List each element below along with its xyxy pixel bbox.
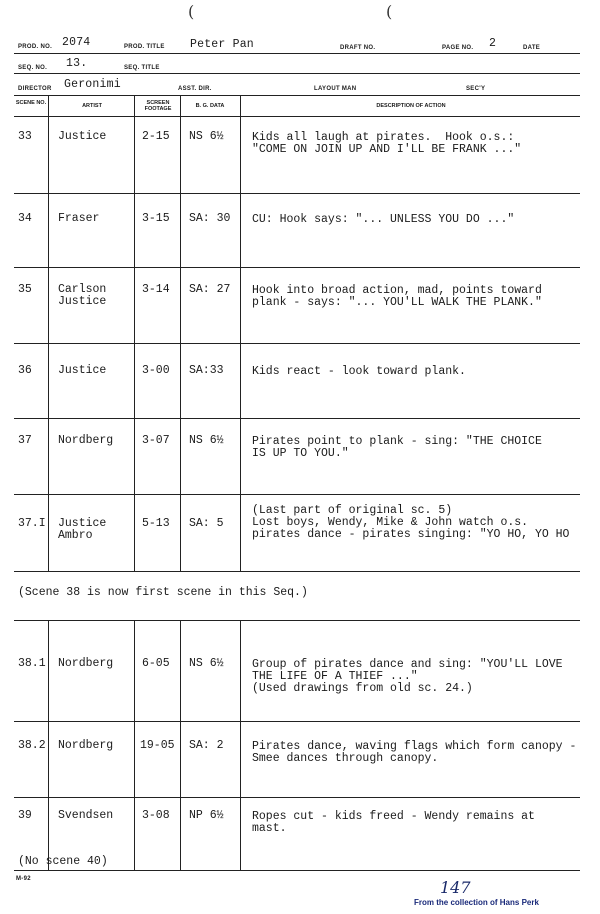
punch-hole-left: ( [188,2,195,21]
screen-footage: 19-05 [140,739,175,752]
row-rule [14,267,580,268]
col-header-scene: SCENE NO. [15,100,47,106]
bg-data: NS 6½ [189,434,224,447]
scene-number: 37 [18,434,32,447]
prod-no-value: 2074 [62,36,91,49]
action-description: Kids react - look toward plank. [252,365,466,378]
screen-footage: 3-08 [142,809,170,822]
col-header-bg: B. G. DATA [195,103,225,109]
artist-name: Nordberg [58,657,114,670]
prod-no-label: PROD. NO. [18,44,53,50]
scene-number: 36 [18,364,32,377]
action-description: Kids all laugh at pirates. Hook o.s.: "COME ON JOIN UP AND I'LL BE FRANK ..." [252,131,522,156]
asst-dir-label: ASST. DIR. [178,86,212,92]
scene-number: 39 [18,809,32,822]
col-header-artist: ARTIST [82,103,102,109]
artist-name: Nordberg [58,739,114,752]
screen-footage: 2-15 [142,130,170,143]
action-description: Group of pirates dance and sing: "YOU'LL LOVE THE LIFE OF A THIEF ..." (Used drawings from old sc. 24.) [252,658,563,695]
artist-name: Justice [58,130,107,143]
form-number: M-92 [16,876,31,882]
screen-footage: 3-07 [142,434,170,447]
row-rule [14,721,580,722]
artist-name: Justice Ambro [58,517,107,542]
action-description: CU: Hook says: "... UNLESS YOU DO ..." [252,213,515,226]
scene-40-note: (No scene 40) [18,855,108,868]
bg-data: NP 6½ [189,809,224,822]
vrule-artist-lower [48,620,49,870]
bg-data: SA: 27 [189,283,231,296]
artist-name: Justice [58,364,107,377]
scene-number: 37.I [18,517,46,530]
vrule-bg [180,96,181,571]
action-description: (Last part of original sc. 5) Lost boys, Wendy, Mike & John watch o.s. pirates dance - pirates singing: "YO HO, YO HO [252,504,570,541]
action-description: Hook into broad action, mad, points toward plank - says: "... YOU'LL WALK THE PLANK." [252,284,542,309]
header-rule-2 [14,73,580,74]
handwritten-page-number: 147 [440,878,471,897]
header-rule-1 [14,53,580,54]
prod-title-value: Peter Pan [190,38,254,51]
seq-no-label: SEQ. NO. [18,65,48,71]
row-rule [14,797,580,798]
table-bottom-rule [14,870,580,871]
vrule-footage-lower [134,620,135,870]
action-description: Pirates point to plank - sing: "THE CHOICE IS UP TO YOU." [252,435,542,460]
bg-data: SA: 2 [189,739,224,752]
seq-title-label: SEQ. TITLE [124,65,160,71]
column-header-rule [14,116,580,117]
prod-title-label: PROD. TITLE [124,44,165,50]
screen-footage: 3-14 [142,283,170,296]
director-value: Geronimi [64,78,121,91]
action-description: Pirates dance, waving flags which form canopy - Smee dances through canopy. [252,740,577,765]
artist-name: Svendsen [58,809,114,822]
scene-number: 34 [18,212,32,225]
bg-data: SA: 5 [189,517,224,530]
draft-no-label: DRAFT NO. [340,45,376,51]
layout-man-label: LAYOUT MAN [314,86,357,92]
bg-data: SA: 30 [189,212,231,225]
vrule-footage [134,96,135,571]
header-rule-3 [14,95,580,96]
screen-footage: 6-05 [142,657,170,670]
vrule-bg-lower [180,620,181,870]
vrule-artist [48,96,49,571]
action-description: Ropes cut - kids freed - Wendy remains at mast. [252,810,535,835]
bg-data: SA:33 [189,364,224,377]
row-rule [14,620,580,621]
row-rule [14,571,580,572]
scene-38-note: (Scene 38 is now first scene in this Seq.) [18,586,308,599]
page-no-value: 2 [489,37,497,50]
scene-number: 38.1 [18,657,46,670]
row-rule [14,418,580,419]
row-rule [14,343,580,344]
collection-credit: From the collection of Hans Perk [414,898,539,907]
artist-name: Nordberg [58,434,114,447]
secy-label: SEC'Y [466,86,486,92]
artist-name: Carlson Justice [58,283,107,308]
vrule-desc [240,96,241,571]
date-label: DATE [523,45,541,51]
row-rule [14,494,580,495]
screen-footage: 3-15 [142,212,170,225]
bg-data: NS 6½ [189,657,224,670]
col-header-footage: SCREEN FOOTAGE [144,100,172,112]
scene-number: 33 [18,130,32,143]
punch-hole-right: ( [386,2,393,21]
artist-name: Fraser [58,212,100,225]
page-no-label: PAGE NO. [442,45,474,51]
director-label: DIRECTOR [18,86,52,92]
screen-footage: 5-13 [142,517,170,530]
bg-data: NS 6½ [189,130,224,143]
scene-number: 38.2 [18,739,46,752]
seq-no-value: 13. [66,57,88,70]
col-header-description: DESCRIPTION OF ACTION [376,103,446,109]
scene-number: 35 [18,283,32,296]
screen-footage: 3-00 [142,364,170,377]
vrule-desc-lower [240,620,241,870]
row-rule [14,193,580,194]
